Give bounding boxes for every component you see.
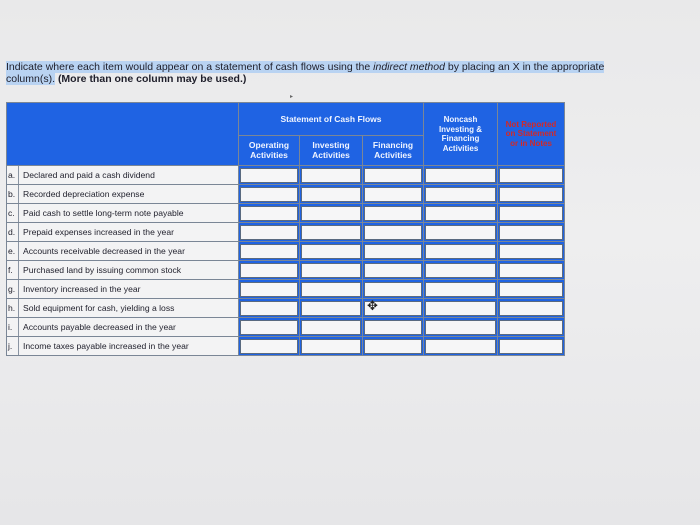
noncash-answer-input[interactable] (425, 244, 496, 259)
row-letter: f. (7, 261, 19, 279)
financing-answer-cell (363, 204, 424, 223)
row-label-cell (7, 318, 239, 337)
not-reported-header-line: Not Reported (505, 119, 557, 129)
investing-answer-input[interactable] (301, 206, 361, 221)
investing-answer-input[interactable] (301, 339, 361, 354)
not-reported-answer-cell (498, 185, 565, 204)
financing-answer-input[interactable] (364, 206, 422, 221)
operating-answer-input[interactable] (240, 282, 298, 297)
not-reported-answer-input[interactable] (499, 263, 563, 278)
not-reported-answer-input[interactable] (499, 244, 563, 259)
not-reported-answer-cell (498, 337, 565, 356)
not-reported-answer-input[interactable] (499, 168, 563, 183)
noncash-header-line: Activities (442, 143, 479, 153)
financing-answer-input[interactable] (364, 263, 422, 278)
table-row (7, 166, 565, 185)
row-label-cell (7, 166, 239, 185)
financing-header-line: Financing (372, 140, 414, 150)
not-reported-answer-input[interactable] (499, 282, 563, 297)
row-letter: i. (7, 318, 19, 336)
operating-answer-input[interactable] (240, 206, 298, 221)
table-row (7, 242, 565, 261)
noncash-header-line: Financing (441, 134, 480, 143)
noncash-answer-input[interactable] (425, 282, 496, 297)
operating-answer-cell (239, 204, 300, 223)
instructions (6, 61, 694, 85)
row-description: Paid cash to settle long-term note payable (23, 208, 184, 218)
operating-answer-input[interactable] (240, 244, 298, 259)
row-label-cell (7, 299, 239, 318)
noncash-header-line: Investing & (438, 124, 483, 134)
financing-answer-cell (363, 223, 424, 242)
noncash-answer-input[interactable] (425, 320, 496, 335)
row-description: Recorded depreciation expense (23, 189, 145, 199)
row-letter: h. (7, 299, 19, 317)
operating-answer-input[interactable] (240, 301, 298, 316)
row-label-cell (7, 280, 239, 299)
not-reported-answer-cell (498, 242, 565, 261)
not-reported-answer-input[interactable] (499, 206, 563, 221)
operating-answer-input[interactable] (240, 225, 298, 240)
investing-header-line: Investing (312, 140, 350, 150)
not-reported-answer-input[interactable] (499, 301, 563, 316)
financing-answer-cell (363, 242, 424, 261)
operating-answer-cell (239, 337, 300, 356)
investing-answer-cell (300, 318, 363, 337)
investing-answer-cell (300, 242, 363, 261)
financing-answer-cell (363, 337, 424, 356)
row-letter: c. (7, 204, 19, 222)
noncash-answer-input[interactable] (425, 187, 496, 202)
investing-answer-input[interactable] (301, 187, 361, 202)
operating-answer-input[interactable] (240, 339, 298, 354)
investing-answer-input[interactable] (301, 263, 361, 278)
operating-answer-cell (239, 299, 300, 318)
table-corner (7, 103, 239, 166)
financing-answer-cell (363, 185, 424, 204)
investing-answer-cell (300, 280, 363, 299)
small-cursor-mark: ▸ (290, 94, 294, 100)
investing-answer-cell (300, 223, 363, 242)
operating-answer-cell (239, 318, 300, 337)
row-label-cell (7, 261, 239, 280)
noncash-answer-input[interactable] (425, 263, 496, 278)
operating-answer-cell (239, 223, 300, 242)
operating-header-line: Activities (250, 149, 288, 160)
table-row (7, 204, 565, 223)
operating-answer-cell (239, 242, 300, 261)
noncash-answer-input[interactable] (425, 225, 496, 240)
investing-answer-cell (300, 299, 363, 318)
noncash-answer-cell (424, 166, 498, 185)
investing-answer-input[interactable] (301, 244, 361, 259)
table-row (7, 337, 565, 356)
not-reported-answer-cell (498, 166, 565, 185)
move-cursor-icon: ✥ (367, 298, 378, 313)
investing-answer-input[interactable] (301, 301, 361, 316)
row-label-cell (7, 242, 239, 261)
row-letter: g. (7, 280, 19, 298)
noncash-answer-input[interactable] (425, 168, 496, 183)
operating-answer-cell (239, 280, 300, 299)
investing-answer-cell (300, 337, 363, 356)
row-letter: j. (7, 337, 19, 355)
not-reported-answer-cell (498, 280, 565, 299)
row-letter: a. (7, 166, 19, 184)
instructions-note: (More than one column may be used.) (57, 73, 247, 85)
not-reported-answer-input[interactable] (499, 187, 563, 202)
cash-flow-table (6, 102, 565, 356)
row-description: Accounts receivable decreased in the year (23, 246, 185, 256)
row-description: Accounts payable decreased in the year (23, 322, 176, 332)
row-label-cell (7, 223, 239, 242)
not-reported-answer-cell (498, 223, 565, 242)
investing-answer-cell (300, 166, 363, 185)
operating-answer-cell (239, 166, 300, 185)
row-letter: b. (7, 185, 19, 203)
investing-answer-input[interactable] (301, 282, 361, 297)
instructions-line-start: Indicate where each item would appear on a statement of cash flows using the (6, 61, 374, 73)
financing-answer-input[interactable] (364, 339, 422, 354)
operating-header (239, 136, 300, 166)
table-row (7, 318, 565, 337)
table-row (7, 223, 565, 242)
not-reported-answer-cell (498, 204, 565, 223)
noncash-answer-cell (424, 337, 498, 356)
noncash-answer-cell (424, 223, 498, 242)
row-description: Declared and paid a cash dividend (23, 170, 155, 180)
noncash-header (424, 103, 498, 166)
investing-answer-cell (300, 185, 363, 204)
row-letter: e. (7, 242, 19, 260)
investing-header-line: Activities (312, 149, 350, 160)
financing-answer-input[interactable] (364, 282, 422, 297)
investing-answer-input[interactable] (301, 168, 361, 183)
not-reported-answer-cell (498, 318, 565, 337)
row-description: Income taxes payable increased in the year (23, 341, 189, 351)
investing-answer-cell (300, 204, 363, 223)
financing-header (363, 136, 424, 166)
table-row (7, 185, 565, 204)
row-description: Sold equipment for cash, yielding a loss (23, 303, 175, 313)
noncash-header-line: Noncash (443, 115, 478, 124)
financing-answer-cell (363, 318, 424, 337)
operating-answer-cell (239, 185, 300, 204)
not-reported-answer-input[interactable] (499, 320, 563, 335)
row-description: Inventory increased in the year (23, 284, 141, 294)
financing-answer-input[interactable] (364, 225, 422, 240)
operating-header-line: Operating (248, 140, 290, 150)
not-reported-answer-input[interactable] (499, 225, 563, 240)
not-reported-header-line: or in Notes (510, 138, 552, 148)
noncash-answer-cell (424, 280, 498, 299)
financing-answer-input[interactable] (364, 244, 422, 259)
not-reported-header-line: on Statement (505, 129, 557, 139)
financing-answer-cell (363, 166, 424, 185)
investing-answer-input[interactable] (301, 225, 361, 240)
financing-answer-input[interactable] (364, 187, 422, 202)
not-reported-answer-input[interactable] (499, 339, 563, 354)
noncash-answer-cell (424, 242, 498, 261)
financing-answer-cell (363, 261, 424, 280)
row-label-cell (7, 185, 239, 204)
financing-answer-input[interactable] (364, 320, 422, 335)
operating-answer-input[interactable] (240, 320, 298, 335)
row-letter: d. (7, 223, 19, 241)
instructions-line-mid: by placing an X in the appropriate (444, 61, 605, 73)
financing-header-line: Activities (374, 149, 412, 160)
investing-answer-cell (300, 261, 363, 280)
noncash-answer-cell (424, 299, 498, 318)
noncash-answer-input[interactable] (425, 206, 496, 221)
financing-answer-cell (363, 280, 424, 299)
not-reported-answer-cell (498, 261, 565, 280)
financing-answer-input[interactable] (364, 168, 422, 183)
group-header: Statement of Cash Flows (239, 103, 424, 136)
operating-answer-input[interactable] (240, 187, 298, 202)
noncash-answer-input[interactable] (425, 301, 496, 316)
instructions-method: indirect method (373, 61, 445, 73)
row-description: Prepaid expenses increased in the year (23, 227, 174, 237)
operating-answer-cell (239, 261, 300, 280)
row-description: Purchased land by issuing common stock (23, 265, 182, 275)
table-row (7, 261, 565, 280)
investing-answer-input[interactable] (301, 320, 361, 335)
noncash-answer-cell (424, 185, 498, 204)
row-label-cell (7, 204, 239, 223)
row-label-cell (7, 337, 239, 356)
not-reported-answer-cell (498, 299, 565, 318)
noncash-answer-cell (424, 261, 498, 280)
table-body (7, 166, 565, 356)
table-row (7, 299, 565, 318)
noncash-answer-cell (424, 204, 498, 223)
noncash-answer-cell (424, 318, 498, 337)
instructions-line-end: column(s). (6, 73, 56, 85)
operating-answer-input[interactable] (240, 168, 298, 183)
not-reported-header (498, 103, 565, 166)
noncash-answer-input[interactable] (425, 339, 496, 354)
investing-header (300, 136, 363, 166)
operating-answer-input[interactable] (240, 263, 298, 278)
table-row (7, 280, 565, 299)
